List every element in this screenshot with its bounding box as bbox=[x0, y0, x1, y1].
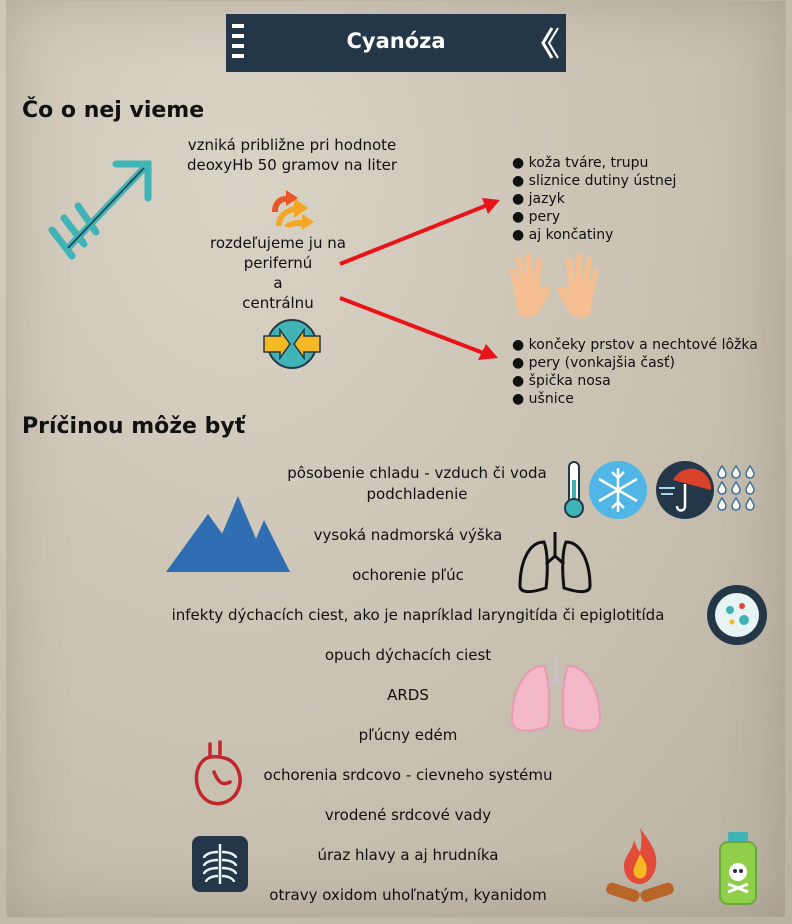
rain-drops-icon bbox=[716, 464, 756, 516]
title-banner bbox=[226, 14, 566, 72]
umbrella-icon bbox=[655, 460, 715, 520]
fact-line2: deoxyHb 50 gramov na liter bbox=[186, 156, 398, 174]
heading-causes: Príčinou môže byť bbox=[22, 414, 246, 439]
xray-icon bbox=[192, 836, 248, 892]
list-item: ● pery bbox=[512, 208, 676, 226]
cause-text: ochorenie pľúc bbox=[352, 566, 464, 584]
heading-about: Čo o nej vieme bbox=[22, 98, 205, 123]
division-line3: a bbox=[273, 274, 283, 292]
peripheral-list bbox=[512, 336, 758, 408]
poison-bottle-icon bbox=[716, 832, 760, 906]
cause-text: vrodené srdcové vady bbox=[324, 806, 492, 824]
campfire-icon bbox=[602, 826, 678, 908]
cause-text: vysoká nadmorská výška bbox=[313, 526, 503, 544]
heart-icon bbox=[192, 738, 244, 808]
central-list bbox=[512, 154, 676, 244]
list-item: ● končeky prstov a nechtové lôžka bbox=[512, 336, 758, 354]
list-item: ● ušnice bbox=[512, 390, 758, 408]
page-title: Cyanóza bbox=[346, 29, 446, 53]
cause-text: infekty dýchacích ciest, ako je napríklad laryngitída či epiglotitída bbox=[171, 606, 665, 624]
division-line2: perifernú bbox=[243, 254, 313, 272]
fact-line1: vzniká približne pri hodnote bbox=[187, 136, 397, 154]
cause-text: opuch dýchacích ciest bbox=[324, 646, 492, 664]
list-item: ● koža tváre, trupu bbox=[512, 154, 676, 172]
cause-text: úraz hlavy a aj hrudníka bbox=[317, 846, 499, 864]
list-item: ● jazyk bbox=[512, 190, 676, 208]
merge-arrows-icon bbox=[262, 318, 322, 370]
arrow-icon bbox=[44, 156, 164, 268]
mountains-icon bbox=[166, 496, 290, 572]
list-item: ● aj končatiny bbox=[512, 226, 676, 244]
petri-dish-icon bbox=[706, 584, 768, 646]
lungs-outline-icon bbox=[516, 530, 594, 596]
red-arrows bbox=[330, 190, 510, 370]
list-item: ● pery (vonkajšia časť) bbox=[512, 354, 758, 372]
list-item: ● špička nosa bbox=[512, 372, 758, 390]
hands-icon bbox=[506, 250, 602, 322]
snowflake-icon bbox=[588, 460, 648, 520]
cause-text: ARDS bbox=[387, 686, 429, 704]
cause-text: podchladenie bbox=[366, 485, 468, 503]
division-line1: rozdeľujeme ju na bbox=[210, 234, 346, 252]
cause-text: ochorenia srdcovo - cievneho systému bbox=[263, 766, 553, 784]
chevron-left-icon bbox=[538, 26, 562, 60]
list-item: ● sliznice dutiny ústnej bbox=[512, 172, 676, 190]
division-line4: centrálnu bbox=[242, 294, 314, 312]
lungs-pink-icon bbox=[508, 652, 604, 736]
thermometer-icon bbox=[562, 460, 586, 520]
cause-text: pľúcny edém bbox=[358, 726, 458, 744]
cause-text: pôsobenie chladu - vzduch či voda bbox=[287, 464, 547, 482]
cause-text: otravy oxidom uhoľnatým, kyanidom bbox=[269, 886, 547, 904]
split-arrows-icon bbox=[268, 190, 320, 230]
